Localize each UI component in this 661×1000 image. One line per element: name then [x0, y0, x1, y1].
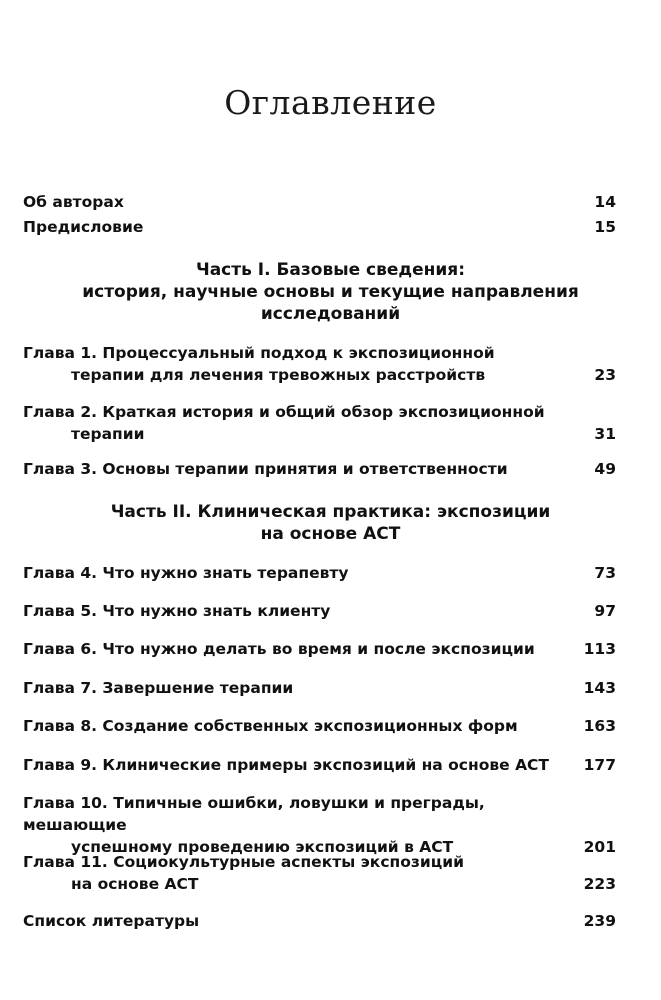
toc-entry-chapter-6[interactable] — [23, 638, 616, 660]
toc-entry-chapter-9[interactable] — [23, 754, 616, 776]
toc-entry-bibliography[interactable] — [23, 910, 616, 932]
toc-entry-label: Глава 3. Основы терапии принятия и ответственности — [23, 460, 508, 478]
toc-entry-chapter-10[interactable] — [23, 792, 616, 858]
toc-entry-chapter-8[interactable] — [23, 715, 616, 737]
toc-entry-page: 73 — [594, 564, 616, 582]
toc-entry-chapter-5[interactable] — [23, 600, 616, 622]
toc-entry-page: 14 — [594, 193, 616, 211]
part-heading-line: на основе АСТ — [260, 524, 401, 544]
toc-entry-preface[interactable] — [23, 216, 616, 238]
toc-entry-label: Глава 8. Создание собственных экспозиционных форм — [23, 717, 518, 735]
toc-entry-label: Список литературы — [23, 912, 200, 930]
part-2-heading — [0, 501, 661, 545]
toc-entry-chapter-3[interactable] — [23, 458, 616, 480]
toc-entry-label: Глава 2. Краткая история и общий обзор экспозиционной — [23, 403, 545, 421]
toc-entry-page: 239 — [583, 912, 616, 930]
toc-entry-label: Глава 10. Типичные ошибки, ловушки и преграды, мешающие — [23, 794, 485, 834]
toc-entry-label-cont: терапии для лечения тревожных расстройств — [71, 366, 486, 384]
part-heading-line: Часть I. Базовые сведения: — [195, 260, 466, 280]
part-heading-line: исследований — [260, 304, 401, 324]
toc-entry-page: 23 — [594, 366, 616, 384]
toc-entry-page: 201 — [583, 838, 616, 856]
toc-entry-page: 223 — [583, 875, 616, 893]
toc-entry-chapter-2[interactable] — [23, 401, 616, 445]
toc-entry-about-authors[interactable] — [23, 191, 616, 213]
toc-entry-label: Глава 9. Клинические примеры экспозиций на основе АСТ — [23, 756, 550, 774]
toc-entry-page: 113 — [583, 640, 616, 658]
toc-entry-label: Глава 11. Социокультурные аспекты экспозиций — [23, 853, 464, 871]
toc-entry-label: Глава 4. Что нужно знать терапевту — [23, 564, 349, 582]
toc-entry-label: Глава 6. Что нужно делать во время и после экспозиции — [23, 640, 535, 658]
part-heading-line: Часть II. Клиническая практика: экспозиции — [110, 502, 551, 522]
toc-entry-chapter-11[interactable] — [23, 851, 616, 895]
toc-entry-label: Глава 1. Процессуальный подход к экспозиционной — [23, 344, 495, 362]
toc-entry-label: Предисловие — [23, 218, 144, 236]
toc-entry-page: 97 — [594, 602, 616, 620]
toc-entry-page: 143 — [583, 679, 616, 697]
page-title: Оглавление — [224, 83, 437, 122]
toc-entry-page: 163 — [583, 717, 616, 735]
toc-entry-label-cont: терапии — [71, 425, 145, 443]
toc-entry-chapter-7[interactable] — [23, 677, 616, 699]
toc-entry-chapter-1[interactable] — [23, 342, 616, 386]
toc-entry-page: 15 — [594, 218, 616, 236]
toc-entry-label: Глава 5. Что нужно знать клиенту — [23, 602, 331, 620]
toc-entry-page: 177 — [583, 756, 616, 774]
part-1-heading — [0, 259, 661, 325]
toc-entry-label-cont: успешному проведению экспозиций в АСТ — [71, 838, 454, 856]
toc-entry-page: 49 — [594, 460, 616, 478]
toc-entry-page: 31 — [594, 425, 616, 443]
toc-entry-label-cont: на основе АСТ — [71, 875, 199, 893]
toc-entry-label: Об авторах — [23, 193, 124, 211]
toc-entry-chapter-4[interactable] — [23, 562, 616, 584]
toc-entry-label: Глава 7. Завершение терапии — [23, 679, 294, 697]
part-heading-line: история, научные основы и текущие направления — [82, 282, 579, 302]
